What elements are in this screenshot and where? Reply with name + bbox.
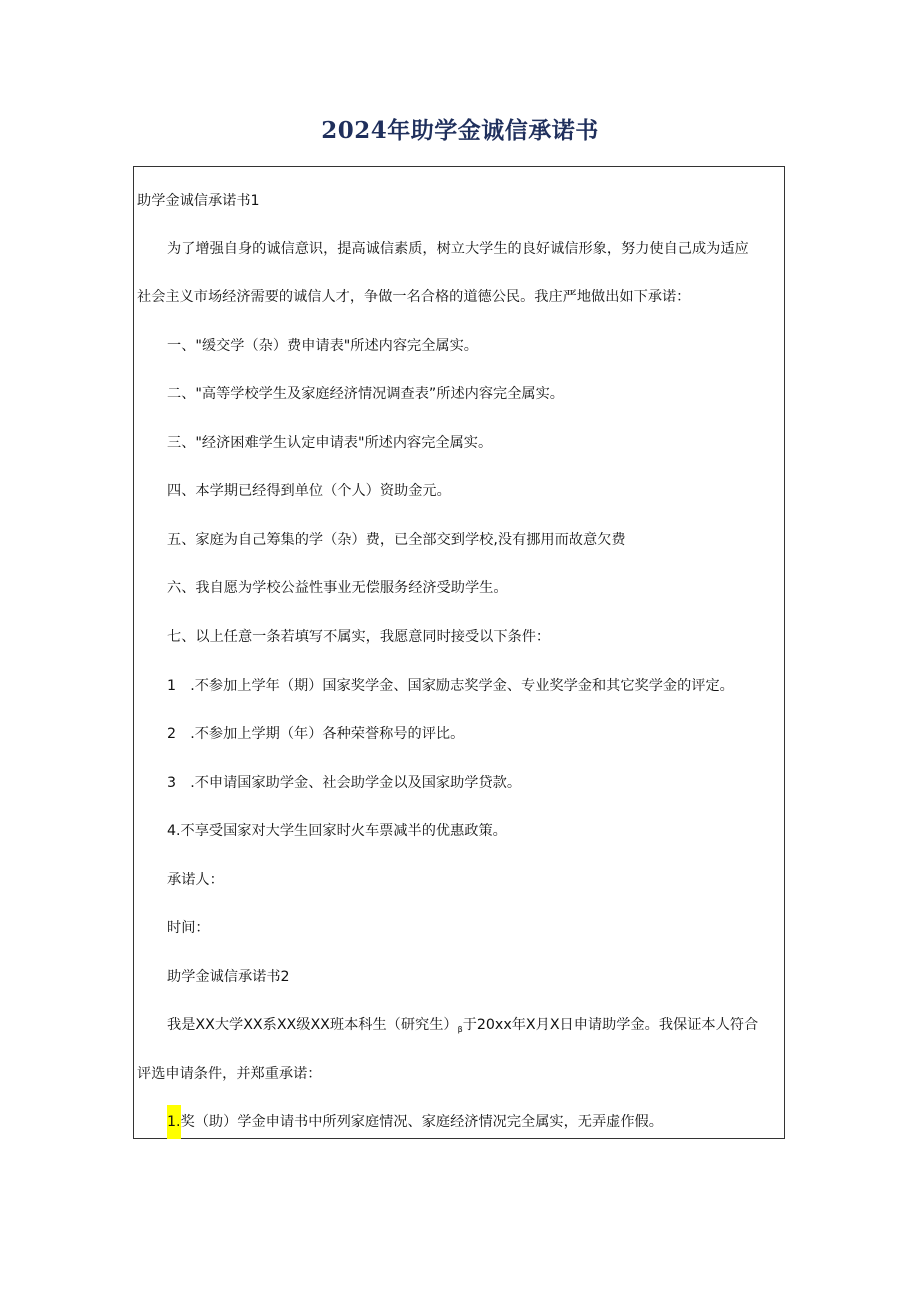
section1-intro-line2: 社会主义市场经济需要的诚信人才，争做一名合格的道德公民。我庄严地做出如下承诺： <box>137 289 691 305</box>
condition-item-1: 1 .不参加上学年（期）国家奖学金、国家励志奖学金、专业奖学金和其它奖学金的评定。 <box>167 678 734 694</box>
pledge-item-2: 二、"高等学校学生及家庭经济情况调查表”所述内容完全属实。 <box>167 386 564 402</box>
pledge-item-6: 六、我自愿为学校公益性事业无偿服务经济受助学生。 <box>167 580 508 596</box>
section2-intro-part-b: 于20xx年X月X日申请助学金。我保证本人符合 <box>462 1017 759 1033</box>
section2-intro-part-a: 我是XX大学XX系XX级XX班本科生（研究生） <box>167 1017 458 1033</box>
section2-intro-mark: β <box>457 1025 463 1034</box>
pledge-item-4: 四、本学期已经得到单位（个人）资助金元。 <box>167 483 451 499</box>
pledge-item-3: 三、"经济困难学生认定申请表"所述内容完全属实。 <box>167 435 493 451</box>
date-label: 时间： <box>167 920 210 936</box>
section2-heading: 助学金诚信承诺书2 <box>167 969 290 985</box>
pledge-item-5: 五、家庭为自己筹集的学（杂）费，已全部交到学校,没有挪用而故意欠费 <box>167 532 626 548</box>
section1-intro-line1: 为了增强自身的诚信意识，提高诚信素质，树立大学生的良好诚信形象，努力使自己成为适应 <box>167 241 749 257</box>
section2-intro-line2: 评选申请条件，并郑重承诺： <box>137 1066 322 1082</box>
condition-item-3: 3 .不申请国家助学金、社会助学金以及国家助学贷款。 <box>167 775 522 791</box>
pledge-item-7: 七、以上任意一条若填写不属实，我愿意同时接受以下条件： <box>167 629 551 645</box>
section2-item-1 <box>134 1111 663 1133</box>
condition-item-2: 2 .不参加上学期（年）各种荣誉称号的评比。 <box>167 726 465 742</box>
condition-item-4: 4.不享受国家对大学生回家时火车票减半的优惠政策。 <box>167 823 507 839</box>
section2-intro-line1 <box>134 1014 758 1036</box>
document-body-box <box>133 166 785 1139</box>
document-title: 2024年助学金诚信承诺书 <box>321 117 599 144</box>
signer-label: 承诺人： <box>167 872 224 888</box>
section2-item-1-text: 奖（助）学金申请书中所列家庭情况、家庭经济情况完全属实，无弄虚作假。 <box>180 1114 663 1130</box>
highlighted-item-number: 1. <box>167 1105 181 1139</box>
section1-heading: 助学金诚信承诺书1 <box>137 193 260 209</box>
pledge-item-1: 一、"缓交学（杂）费申请表"所述内容完全属实。 <box>167 338 478 354</box>
